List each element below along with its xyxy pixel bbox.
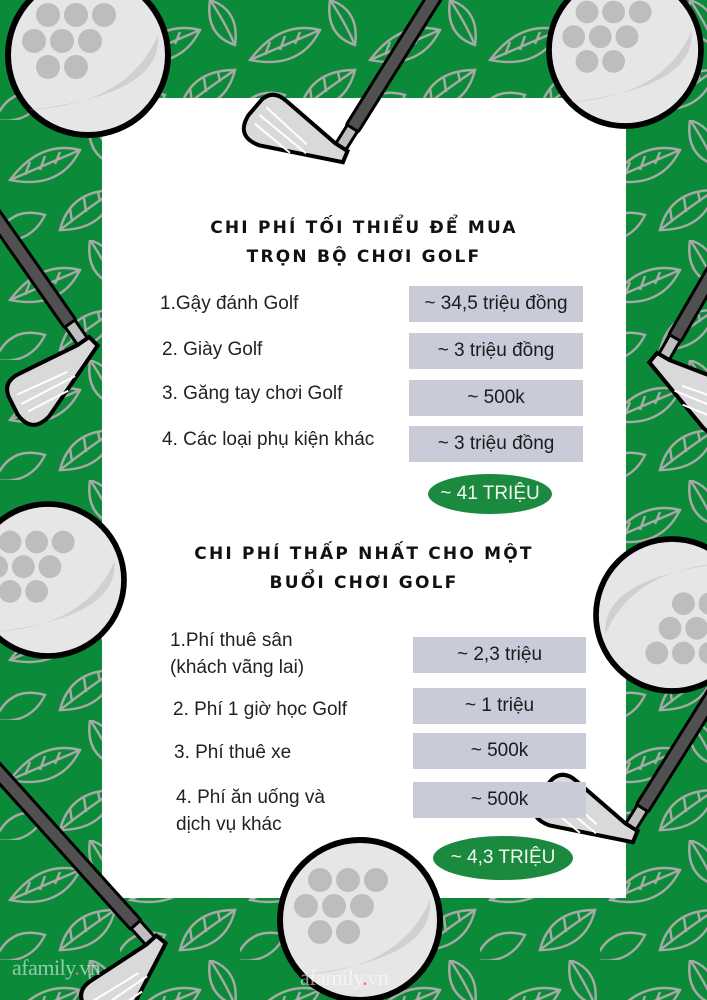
section2-total-badge: ~ 4,3 TRIỆU [433,836,573,880]
watermark-dot: . [74,955,80,980]
section1-item-value: ~ 3 triệu đồng [409,333,583,369]
section2-item-value: ~ 500k [413,733,586,769]
golf-ball-icon [549,0,701,126]
golf-club-icon [0,116,115,431]
watermark-text: afamily [12,955,75,980]
watermark [300,965,388,991]
section2-item-label-line1: 1.Phí thuê sân [170,630,293,651]
section1-item-value: ~ 3 triệu đồng [409,426,583,462]
section2-item-label-line2: dịch vụ khác [176,814,282,835]
section1-item-label: 3. Găng tay chơi Golf [162,383,343,404]
section2-item-label: 3. Phí thuê xe [174,742,292,763]
watermark [12,955,100,981]
watermark-text: vn [79,955,101,980]
watermark-text: afamily [300,965,363,990]
section2-item-value: ~ 1 triệu [413,688,586,724]
section1-total-badge: ~ 41 TRIỆU [428,474,552,514]
watermark-dot: . [362,965,368,990]
watermark-text: vn [367,965,389,990]
section1-item-label: 2. Giày Golf [162,339,263,360]
section1-title-line1: CHI PHÍ TỐI THIỂU ĐỂ MUA [210,218,518,238]
section2-item-value: ~ 2,3 triệu [413,637,586,673]
golf-club-icon [634,120,707,442]
section2-item-label-line1: 4. Phí ăn uống và [176,787,325,808]
section1-item-value: ~ 34,5 triệu đồng [409,286,583,322]
section2-item-label [176,784,325,838]
section2-item-label [170,627,304,681]
section1-item-label: 1.Gậy đánh Golf [160,293,299,314]
section2-title-line2: BUỔI CHƠI GOLF [269,573,459,593]
section2-item-label: 2. Phí 1 giờ học Golf [173,699,348,720]
golf-ball-icon [8,0,168,135]
section1-item-label: 4. Các loại phụ kiện khác [162,429,375,450]
section1-title [102,214,626,272]
section1-item-value: ~ 500k [409,380,583,416]
golf-club-icon [237,0,491,188]
section2-item-label-line2: (khách vãng lai) [170,657,305,678]
section2-title [102,540,626,598]
section2-item-value: ~ 500k [413,782,586,818]
section1-title-line2: TRỌN BỘ CHƠI GOLF [246,247,482,267]
section2-title-line1: CHI PHÍ THẤP NHẤT CHO MỘT [194,544,534,564]
